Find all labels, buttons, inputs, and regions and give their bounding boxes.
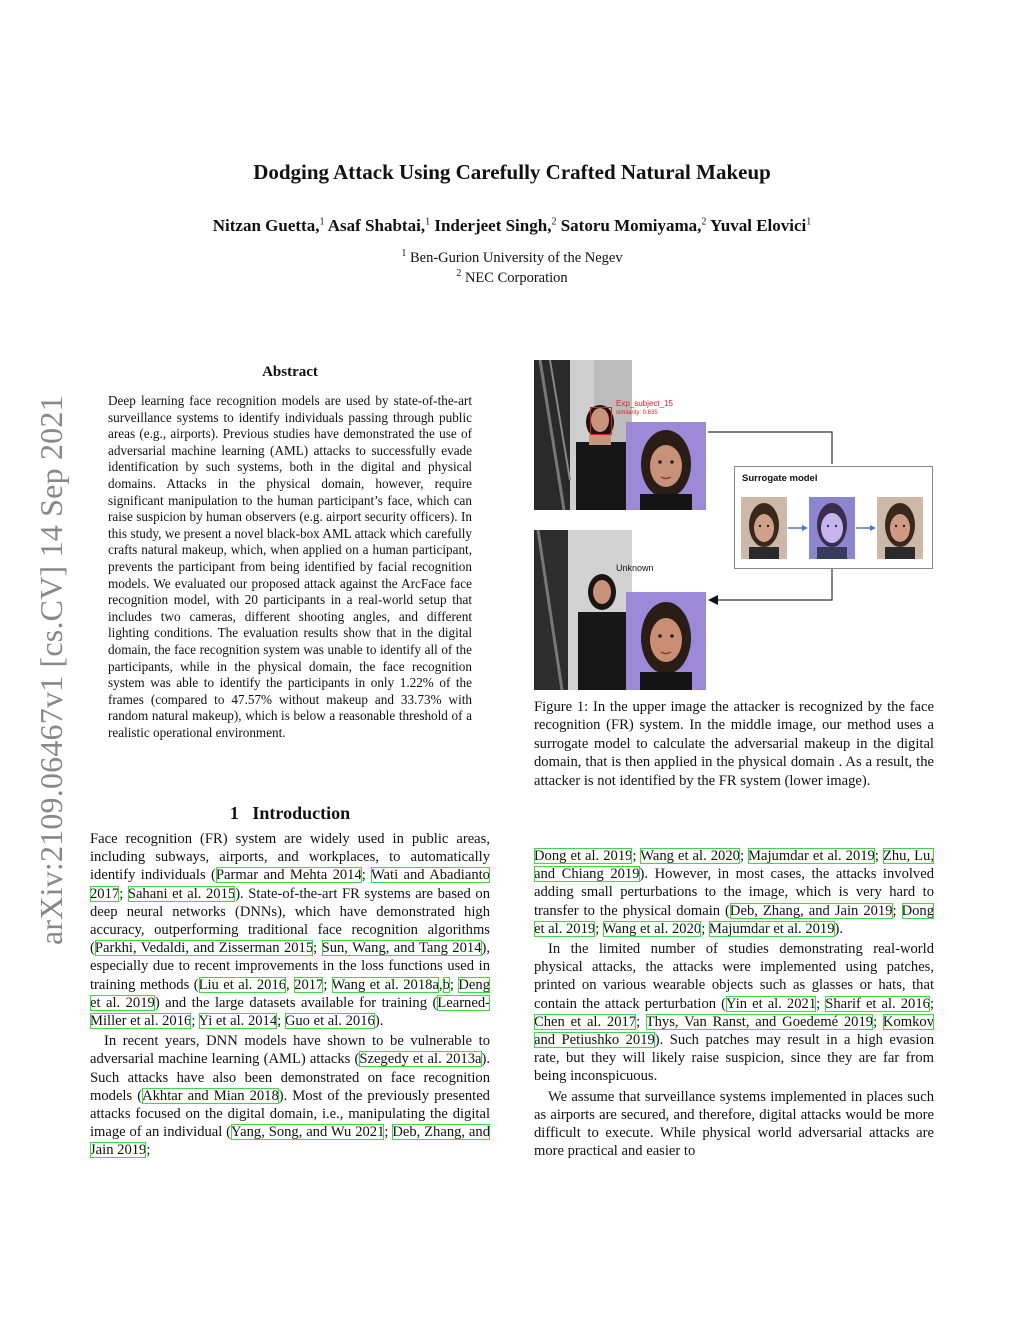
citation-link[interactable]: Chen et al. 2017 (534, 1013, 637, 1030)
upper-scene-photo (534, 360, 632, 510)
author: Inderjeet Singh,$^2$ (434, 216, 557, 235)
citation-link[interactable]: Wang et al. 2018a (331, 976, 439, 993)
paragraph: In recent years, DNN models have shown to be vulnerable to adversarial machine learning (AML) attacks (Szegedy et al. 2013a). Such attacks have also been demonstrated on face recognition models (Akhtar and Mian 2018). Most of the previously presented attacks focused on the digital domain, i.e., manipulating the digital image of an individual (Yang, Song, and Wu 2021; Deb, Zhang, and Jain 2019; (90, 1033, 491, 1159)
author: Asaf Shabtai,$^1$ (327, 216, 431, 235)
abstract-heading: Abstract (262, 364, 318, 380)
figure-caption: Figure 1: In the upper image the attacker is recognized by the face recognition (FR) system. In the middle image, our method uses a surrogate model to calculate the adversarial makeup in the digital domain, that is then applied in the physical domain . As a result, the attacker is not identified by the FR system (lower image). (534, 699, 934, 789)
section-heading-introduction: 1 Introduction (229, 803, 351, 823)
citation-link[interactable]: Thys, Van Ranst, and Goedemé 2019 (645, 1013, 874, 1030)
citation-link[interactable]: Sahani et al. 2015 (127, 885, 236, 902)
citation-link[interactable]: Learned-Miller et al. 2016 (90, 994, 490, 1030)
surrogate-model-box (734, 466, 933, 569)
scene-illustration (534, 530, 632, 690)
citation-link[interactable]: Komkov and Petiushko 2019 (534, 1013, 934, 1049)
citation-link[interactable]: Wang et al. 2020 (602, 920, 702, 937)
scene-illustration (534, 360, 632, 510)
citation-link[interactable]: Sun, Wang, and Tang 2014 (321, 940, 482, 957)
citation-link[interactable]: Deng et al. 2019 (90, 976, 490, 1011)
citation-link[interactable]: Dong et al. 2019 (534, 848, 633, 864)
arxiv-identifier: arXiv:2109.06467v1 [cs.CV] 14 Sep 2021 (33, 395, 69, 945)
citation-link[interactable]: Yi et al. 2014 (198, 1013, 278, 1030)
paragraph: Face recognition (FR) system are widely used in public areas, including subways, airports, and workplaces, to automatically identify individuals (Parmar and Mehta 2014; Wati and Abadianto 2017; Sahani et al. 2015). State-of-the-art FR systems are based on deep neural networks (DNNs), which have demonstrated high accuracy, outperforming traditional face recognition algorithms (Parkhi, Vedaldi, and Zisserman 2015; Sun, Wang, and Tang 2014), especially due to recent improvements in the loss functions used in training methods (Liu et al. 2016, 2017; Wang et al. 2018a,b; Deng et al. 2019) and the large datasets available for training (Learned-Miller et al. 2016; Yi et al. 2014; Guo et al. 2016). (90, 831, 491, 1030)
author-list (0, 216, 1024, 236)
face-portrait (626, 592, 706, 690)
unknown-label: Unknown (616, 563, 654, 573)
citation-link[interactable]: Yang, Song, and Wu 2021 (231, 1124, 385, 1141)
citation-link[interactable]: Sharif et al. 2016 (825, 995, 930, 1012)
citation-link[interactable]: Akhtar and Mian 2018 (142, 1087, 279, 1104)
citation-link[interactable]: Yin et al. 2021 (726, 995, 817, 1012)
citation-link[interactable]: Deb, Zhang, and Jain 2019 (729, 902, 893, 919)
citation-link[interactable]: Dong et al. 2019 (534, 902, 934, 937)
figure-1 (534, 360, 934, 690)
affiliation-2: $^2$ NEC Corporation (456, 268, 568, 286)
citation-link[interactable]: 2017 (294, 976, 324, 993)
left-column-body (90, 830, 490, 1160)
right-column-body (534, 847, 934, 1160)
citation-link[interactable]: Guo et al. 2016 (284, 1013, 375, 1030)
citation-link[interactable]: Majumdar et al. 2019 (748, 848, 875, 864)
citation-link[interactable]: Wang et al. 2020 (640, 848, 740, 864)
paragraph: Dong et al. 2019; Wang et al. 2020; Majumdar et al. 2019; Zhu, Lu, and Chiang 2019). However, in most cases, the attacks involved adding small perturbations to the image, which is very hard to transfer to the physical domain (Deb, Zhang, and Jain 2019; Dong et al. 2019; Wang et al. 2020; Majumdar et al. 2019). (534, 848, 934, 937)
citation-link[interactable]: Parkhi, Vedaldi, and Zisserman 2015 (94, 940, 314, 957)
pipeline-arrows (735, 467, 932, 568)
similarity-label: similarity: 0.635 (616, 410, 658, 416)
identity-label: Exp_subject_15 (616, 399, 673, 408)
author: Nitzan Guetta,$^1$ (212, 216, 325, 235)
author: Yuval Elovici$^1$ (710, 216, 812, 235)
citation-link[interactable]: Majumdar et al. 2019 (708, 920, 835, 937)
paragraph: In the limited number of studies demonstrating real-world physical attacks, the attacks were implemented using patches, printed on various wearable objects such as glasses or hats, that contain the attack perturbation (Yin et al. 2021; Sharif et al. 2016; Chen et al. 2017; Thys, Van Ranst, and Goedemé 2019; Komkov and Petiushko 2019). Such patches may result in a high evasion rate, but they will likely raise suspicion, since they are far from being inconspicuous. (534, 941, 935, 1085)
affiliation-1: $^1$ Ben-Gurion University of the Negev (401, 248, 623, 266)
citation-link[interactable]: Deb, Zhang, and Jain 2019 (90, 1124, 491, 1159)
citation-link[interactable]: Zhu, Lu, and Chiang 2019 (534, 848, 934, 883)
author: Satoru Momiyama,$^2$ (560, 216, 707, 235)
lower-face-photo (626, 592, 706, 690)
citation-link[interactable]: b (442, 976, 450, 993)
surrogate-model-label: Surrogate model (742, 473, 818, 484)
lower-scene-photo (534, 530, 632, 690)
abstract-text: Deep learning face recognition models are used by state-of-the-art surveillance systems to identify individuals passing through public areas (e.g., airports). Previous studies have demonstrated the use of adversarial machine learning (AML) attacks to successfully evade identification by such systems, both in the digital and physical domains. Attacks in the physical domain, however, require significant manipulation to the human participant’s face, which can raise suspicion by human observers (e.g. airport security officers). In this study, we present a novel black-box AML attack which carefully crafts natural makeup, which, when applied on a human participant, prevents the participant from being identified by facial recognition models. We evaluated our proposed attack against the ArcFace face recognition model, with 20 participants in a real-world setup that includes two cameras, different shooting angles, and different lighting conditions. The evaluation results show that in the digital domain, the face recognition system was unable to identify all of the participants, while in the physical domain, the face recognition system was able to identify the participants in only 1.22% of the frames (compared to 47.57% without makeup and 33.73% with random natural makeup), which is below a reasonable threshold of a realistic operational environment. (108, 393, 472, 740)
citation-link[interactable]: Liu et al. 2016 (198, 976, 287, 993)
citation-link[interactable]: Wati and Abadianto 2017 (90, 867, 490, 902)
citation-link[interactable]: Szegedy et al. 2013a (359, 1051, 482, 1068)
paper-title: Dodging Attack Using Carefully Crafted Natural Makeup (253, 160, 771, 184)
paragraph: We assume that surveillance systems implemented in places such as airports are secured, and therefore, digital attacks would be more difficult to execute. While physical world adversarial attacks are more practical and easier to (534, 1088, 934, 1160)
upper-face-photo (626, 422, 706, 510)
face-portrait (626, 422, 706, 510)
detection-box (590, 407, 612, 435)
citation-link[interactable]: Parmar and Mehta 2014 (215, 867, 362, 884)
